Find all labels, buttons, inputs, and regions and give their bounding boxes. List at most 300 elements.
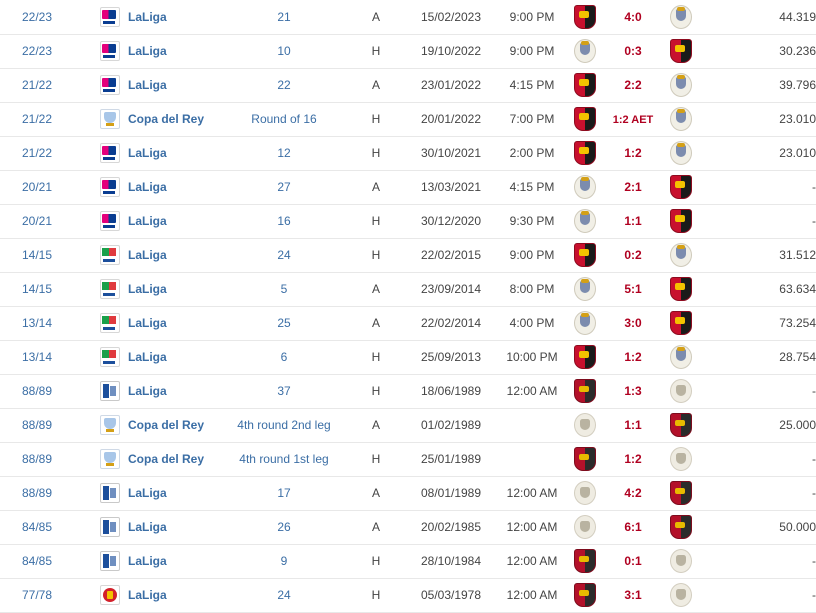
round-link[interactable]: 37: [277, 384, 291, 398]
competition-wrapper: [74, 415, 222, 435]
competition-logo-icon: [100, 483, 120, 503]
competition-link[interactable]: LaLiga: [128, 180, 167, 194]
competition-link[interactable]: LaLiga: [128, 588, 167, 602]
competition-link[interactable]: Copa del Rey: [128, 418, 205, 432]
competition-logo-icon: [100, 517, 120, 537]
date-cell: 22/02/2015: [406, 238, 496, 272]
home-team-cell: [568, 0, 602, 34]
competition-cell: [74, 578, 222, 612]
away-team-crest-icon[interactable]: [670, 345, 692, 369]
date-cell: 25/01/1989: [406, 442, 496, 476]
competition-cell: [74, 340, 222, 374]
away-team-crest-icon[interactable]: [670, 515, 692, 539]
date-cell: 20/01/2022: [406, 102, 496, 136]
season-cell: [0, 68, 74, 102]
away-team-crest-icon[interactable]: [670, 481, 692, 505]
result-link[interactable]: 0:2: [624, 248, 642, 262]
round-cell: [222, 510, 346, 544]
result-link[interactable]: 0:1: [624, 554, 642, 568]
away-team-crest-icon[interactable]: [670, 413, 692, 437]
attendance-cell: 30.236: [698, 34, 816, 68]
round-link[interactable]: 25: [277, 316, 291, 330]
home-team-crest-icon[interactable]: [574, 107, 596, 131]
round-link[interactable]: Round of 16: [251, 112, 317, 126]
season-link[interactable]: 88/89: [21, 418, 53, 432]
competition-cell: [74, 306, 222, 340]
away-team-cell: [664, 68, 698, 102]
competition-cell: [74, 136, 222, 170]
date-cell: 20/02/1985: [406, 510, 496, 544]
home-team-crest-icon[interactable]: [574, 243, 596, 267]
time-cell: 4:00 PM: [496, 306, 568, 340]
season-link[interactable]: 14/15: [21, 282, 53, 296]
time-cell: 9:00 PM: [496, 0, 568, 34]
round-link[interactable]: 22: [277, 78, 291, 92]
time-cell: 12:00 AM: [496, 374, 568, 408]
attendance-cell: -: [698, 578, 816, 612]
venue-cell: A: [346, 68, 406, 102]
away-team-crest-icon[interactable]: [670, 311, 692, 335]
competition-wrapper: [74, 449, 222, 469]
date-cell: 28/10/1984: [406, 544, 496, 578]
competition-link[interactable]: LaLiga: [128, 282, 167, 296]
home-team-cell: [568, 136, 602, 170]
date-cell: 05/03/1978: [406, 578, 496, 612]
table-row: [0, 340, 816, 374]
away-team-crest-icon[interactable]: [670, 107, 692, 131]
season-cell: [0, 306, 74, 340]
away-team-cell: [664, 204, 698, 238]
result-link[interactable]: 5:1: [624, 282, 642, 296]
home-team-crest-icon[interactable]: [574, 515, 596, 539]
attendance-cell: 44.319: [698, 0, 816, 34]
competition-logo-icon: [100, 41, 120, 61]
attendance-cell: -: [698, 204, 816, 238]
venue-cell: H: [346, 34, 406, 68]
result-cell: [602, 340, 664, 374]
round-link[interactable]: 10: [277, 44, 291, 58]
competition-link[interactable]: LaLiga: [128, 248, 167, 262]
date-cell: 18/06/1989: [406, 374, 496, 408]
competition-logo-icon: [100, 381, 120, 401]
time-cell: [496, 408, 568, 442]
table-row: [0, 442, 816, 476]
round-cell: [222, 578, 346, 612]
competition-cell: [74, 374, 222, 408]
competition-wrapper: [74, 7, 222, 27]
competition-cell: [74, 510, 222, 544]
round-link[interactable]: 6: [280, 350, 288, 364]
competition-logo-icon: [100, 143, 120, 163]
date-cell: 01/02/1989: [406, 408, 496, 442]
round-link[interactable]: 24: [277, 588, 291, 602]
venue-cell: H: [346, 442, 406, 476]
time-cell: 9:00 PM: [496, 34, 568, 68]
away-team-cell: [664, 0, 698, 34]
home-team-cell: [568, 68, 602, 102]
result-cell: [602, 34, 664, 68]
time-cell: 7:00 PM: [496, 102, 568, 136]
competition-link[interactable]: LaLiga: [128, 78, 167, 92]
table-row: [0, 136, 816, 170]
time-cell: 9:30 PM: [496, 204, 568, 238]
table-row: [0, 578, 816, 612]
away-team-cell: [664, 340, 698, 374]
season-cell: [0, 136, 74, 170]
competition-link[interactable]: LaLiga: [128, 350, 167, 364]
time-cell: 12:00 AM: [496, 510, 568, 544]
away-team-crest-icon[interactable]: [670, 243, 692, 267]
result-link[interactable]: 1:1: [624, 418, 642, 432]
attendance-cell: 63.634: [698, 272, 816, 306]
competition-wrapper: [74, 109, 222, 129]
round-link[interactable]: 4th round 2nd leg: [237, 418, 331, 432]
home-team-crest-icon[interactable]: [574, 311, 596, 335]
round-link[interactable]: 4th round 1st leg: [239, 452, 329, 466]
season-link[interactable]: 88/89: [21, 486, 53, 500]
competition-wrapper: [74, 313, 222, 333]
round-link[interactable]: 9: [280, 554, 288, 568]
home-team-cell: [568, 34, 602, 68]
date-cell: 08/01/1989: [406, 476, 496, 510]
date-cell: 23/09/2014: [406, 272, 496, 306]
result-link[interactable]: 1:1: [624, 214, 642, 228]
venue-cell: H: [346, 102, 406, 136]
competition-cell: [74, 476, 222, 510]
competition-wrapper: [74, 245, 222, 265]
season-cell: [0, 204, 74, 238]
round-cell: [222, 476, 346, 510]
home-team-cell: [568, 442, 602, 476]
away-team-crest-icon[interactable]: [670, 39, 692, 63]
date-cell: 23/01/2022: [406, 68, 496, 102]
result-link[interactable]: 1:2 AET: [612, 114, 654, 126]
season-cell: [0, 408, 74, 442]
result-cell: [602, 204, 664, 238]
table-row: [0, 68, 816, 102]
season-link[interactable]: 77/78: [21, 588, 53, 602]
round-cell: [222, 34, 346, 68]
home-team-crest-icon[interactable]: [574, 413, 596, 437]
home-team-crest-icon[interactable]: [574, 583, 596, 607]
attendance-cell: -: [698, 442, 816, 476]
competition-logo-icon: [100, 279, 120, 299]
competition-cell: [74, 408, 222, 442]
home-team-crest-icon[interactable]: [574, 73, 596, 97]
competition-link[interactable]: Copa del Rey: [128, 452, 205, 466]
round-link[interactable]: 5: [280, 282, 288, 296]
venue-cell: H: [346, 578, 406, 612]
date-cell: 22/02/2014: [406, 306, 496, 340]
result-cell: [602, 238, 664, 272]
competition-link[interactable]: LaLiga: [128, 316, 167, 330]
venue-cell: H: [346, 544, 406, 578]
season-cell: [0, 544, 74, 578]
season-cell: [0, 102, 74, 136]
competition-logo-icon: [100, 313, 120, 333]
competition-link[interactable]: LaLiga: [128, 554, 167, 568]
competition-wrapper: [74, 279, 222, 299]
home-team-cell: [568, 544, 602, 578]
home-team-cell: [568, 340, 602, 374]
competition-link[interactable]: LaLiga: [128, 384, 167, 398]
away-team-cell: [664, 510, 698, 544]
competition-logo-icon: [100, 585, 120, 605]
away-team-cell: [664, 272, 698, 306]
round-cell: [222, 374, 346, 408]
attendance-cell: -: [698, 170, 816, 204]
away-team-crest-icon[interactable]: [670, 141, 692, 165]
competition-link[interactable]: LaLiga: [128, 520, 167, 534]
time-cell: 10:00 PM: [496, 340, 568, 374]
season-cell: [0, 442, 74, 476]
home-team-crest-icon[interactable]: [574, 481, 596, 505]
competition-logo-icon: [100, 7, 120, 27]
competition-cell: [74, 272, 222, 306]
season-link[interactable]: 84/85: [21, 520, 53, 534]
venue-cell: H: [346, 238, 406, 272]
attendance-cell: 73.254: [698, 306, 816, 340]
result-link[interactable]: 4:2: [624, 486, 642, 500]
competition-link[interactable]: LaLiga: [128, 214, 167, 228]
season-link[interactable]: 13/14: [21, 350, 53, 364]
home-team-crest-icon[interactable]: [574, 5, 596, 29]
round-link[interactable]: 21: [277, 9, 291, 24]
competition-wrapper: [74, 551, 222, 571]
competition-wrapper: [74, 585, 222, 605]
home-team-crest-icon[interactable]: [574, 345, 596, 369]
season-link[interactable]: 22/23: [21, 44, 53, 58]
attendance-cell: 23.010: [698, 136, 816, 170]
away-team-crest-icon[interactable]: [670, 583, 692, 607]
home-team-cell: [568, 272, 602, 306]
away-team-cell: [664, 476, 698, 510]
table-row: [0, 476, 816, 510]
result-link[interactable]: 1:2: [624, 146, 642, 160]
result-cell: [602, 272, 664, 306]
season-cell: [0, 238, 74, 272]
competition-cell: [74, 544, 222, 578]
away-team-cell: [664, 544, 698, 578]
round-cell: [222, 544, 346, 578]
round-link[interactable]: 12: [277, 146, 291, 160]
home-team-cell: [568, 102, 602, 136]
competition-link[interactable]: LaLiga: [128, 44, 167, 58]
season-link[interactable]: 88/89: [21, 452, 53, 466]
competition-link[interactable]: LaLiga: [128, 9, 167, 24]
attendance-cell: -: [698, 544, 816, 578]
season-cell: [0, 272, 74, 306]
competition-link[interactable]: Copa del Rey: [128, 112, 205, 126]
venue-cell: A: [346, 476, 406, 510]
date-cell: 30/10/2021: [406, 136, 496, 170]
round-cell: [222, 102, 346, 136]
away-team-crest-icon[interactable]: [670, 447, 692, 471]
competition-cell: [74, 238, 222, 272]
round-cell: [222, 170, 346, 204]
table-row: [0, 102, 816, 136]
venue-cell: A: [346, 408, 406, 442]
home-team-crest-icon[interactable]: [574, 141, 596, 165]
result-cell: [602, 102, 664, 136]
time-cell: [496, 442, 568, 476]
venue-cell: H: [346, 136, 406, 170]
result-cell: [602, 578, 664, 612]
home-team-crest-icon[interactable]: [574, 447, 596, 471]
result-cell: [602, 136, 664, 170]
result-cell: [602, 408, 664, 442]
table-row: [0, 272, 816, 306]
season-link[interactable]: 20/21: [21, 214, 53, 228]
venue-cell: A: [346, 510, 406, 544]
table-row: [0, 510, 816, 544]
competition-logo-icon: [100, 177, 120, 197]
away-team-crest-icon[interactable]: [670, 73, 692, 97]
venue-cell: H: [346, 374, 406, 408]
away-team-crest-icon[interactable]: [670, 549, 692, 573]
time-cell: 12:00 AM: [496, 578, 568, 612]
season-link[interactable]: 21/22: [21, 78, 53, 92]
away-team-cell: [664, 136, 698, 170]
season-link[interactable]: 22/23: [21, 9, 53, 24]
result-cell: [602, 544, 664, 578]
season-link[interactable]: 84/85: [21, 554, 53, 568]
result-link[interactable]: 3:0: [624, 316, 642, 330]
competition-cell: [74, 442, 222, 476]
venue-cell: A: [346, 170, 406, 204]
home-team-cell: [568, 476, 602, 510]
competition-cell: [74, 34, 222, 68]
season-cell: [0, 0, 74, 34]
table-row: [0, 374, 816, 408]
away-team-cell: [664, 306, 698, 340]
home-team-crest-icon[interactable]: [574, 379, 596, 403]
season-link[interactable]: 13/14: [21, 316, 53, 330]
away-team-cell: [664, 374, 698, 408]
round-link[interactable]: 24: [277, 248, 291, 262]
date-cell: 13/03/2021: [406, 170, 496, 204]
competition-cell: [74, 0, 222, 34]
competition-logo-icon: [100, 211, 120, 231]
competition-logo-icon: [100, 109, 120, 129]
competition-wrapper: [74, 483, 222, 503]
result-link[interactable]: 6:1: [624, 520, 642, 534]
result-link[interactable]: 2:2: [624, 78, 642, 92]
venue-cell: H: [346, 204, 406, 238]
competition-wrapper: [74, 211, 222, 231]
away-team-crest-icon[interactable]: [670, 277, 692, 301]
competition-cell: [74, 204, 222, 238]
competition-wrapper: [74, 75, 222, 95]
venue-cell: A: [346, 0, 406, 34]
date-cell: 25/09/2013: [406, 340, 496, 374]
home-team-crest-icon[interactable]: [574, 175, 596, 199]
round-cell: [222, 408, 346, 442]
away-team-crest-icon[interactable]: [670, 5, 692, 29]
competition-logo-icon: [100, 551, 120, 571]
table-row: [0, 408, 816, 442]
attendance-cell: 23.010: [698, 102, 816, 136]
home-team-crest-icon[interactable]: [574, 39, 596, 63]
result-link[interactable]: 2:1: [624, 180, 642, 194]
result-link[interactable]: 1:2: [624, 452, 642, 466]
venue-cell: A: [346, 272, 406, 306]
season-cell: [0, 578, 74, 612]
result-cell: [602, 510, 664, 544]
competition-logo-icon: [100, 245, 120, 265]
time-cell: 12:00 AM: [496, 476, 568, 510]
time-cell: 4:15 PM: [496, 68, 568, 102]
home-team-crest-icon[interactable]: [574, 209, 596, 233]
season-cell: [0, 340, 74, 374]
attendance-cell: -: [698, 374, 816, 408]
season-link[interactable]: 21/22: [21, 112, 53, 126]
competition-cell: [74, 68, 222, 102]
result-link[interactable]: 1:2: [624, 350, 642, 364]
competition-link[interactable]: LaLiga: [128, 486, 167, 500]
result-cell: [602, 306, 664, 340]
round-link[interactable]: 26: [277, 520, 291, 534]
away-team-crest-icon[interactable]: [670, 175, 692, 199]
result-cell: [602, 0, 664, 34]
table-row: [0, 170, 816, 204]
attendance-cell: 31.512: [698, 238, 816, 272]
table-row: [0, 204, 816, 238]
home-team-cell: [568, 204, 602, 238]
time-cell: 9:00 PM: [496, 238, 568, 272]
round-link[interactable]: 27: [277, 180, 291, 194]
result-cell: [602, 374, 664, 408]
venue-cell: H: [346, 340, 406, 374]
table-row: [0, 0, 816, 34]
round-cell: [222, 0, 346, 34]
home-team-cell: [568, 510, 602, 544]
away-team-crest-icon[interactable]: [670, 209, 692, 233]
round-link[interactable]: 16: [277, 214, 291, 228]
home-team-cell: [568, 374, 602, 408]
season-link[interactable]: 20/21: [21, 180, 53, 194]
season-link[interactable]: 21/22: [21, 146, 53, 160]
result-link[interactable]: 3:1: [624, 588, 642, 602]
result-link[interactable]: 0:3: [624, 44, 642, 58]
competition-link[interactable]: LaLiga: [128, 146, 167, 160]
round-link[interactable]: 17: [277, 486, 291, 500]
home-team-cell: [568, 408, 602, 442]
competition-logo-icon: [100, 415, 120, 435]
away-team-crest-icon[interactable]: [670, 379, 692, 403]
competition-wrapper: [74, 143, 222, 163]
table-row: [0, 238, 816, 272]
home-team-cell: [568, 306, 602, 340]
away-team-cell: [664, 408, 698, 442]
away-team-cell: [664, 578, 698, 612]
result-link[interactable]: 1:3: [624, 384, 642, 398]
time-cell: 2:00 PM: [496, 136, 568, 170]
season-cell: [0, 374, 74, 408]
result-cell: [602, 170, 664, 204]
home-team-crest-icon[interactable]: [574, 277, 596, 301]
away-team-cell: [664, 102, 698, 136]
attendance-cell: 50.000: [698, 510, 816, 544]
home-team-cell: [568, 578, 602, 612]
home-team-crest-icon[interactable]: [574, 549, 596, 573]
season-link[interactable]: 14/15: [21, 248, 53, 262]
round-cell: [222, 68, 346, 102]
home-team-cell: [568, 238, 602, 272]
table-row: [0, 34, 816, 68]
season-link[interactable]: 88/89: [21, 384, 53, 398]
result-link[interactable]: 4:0: [624, 9, 642, 24]
